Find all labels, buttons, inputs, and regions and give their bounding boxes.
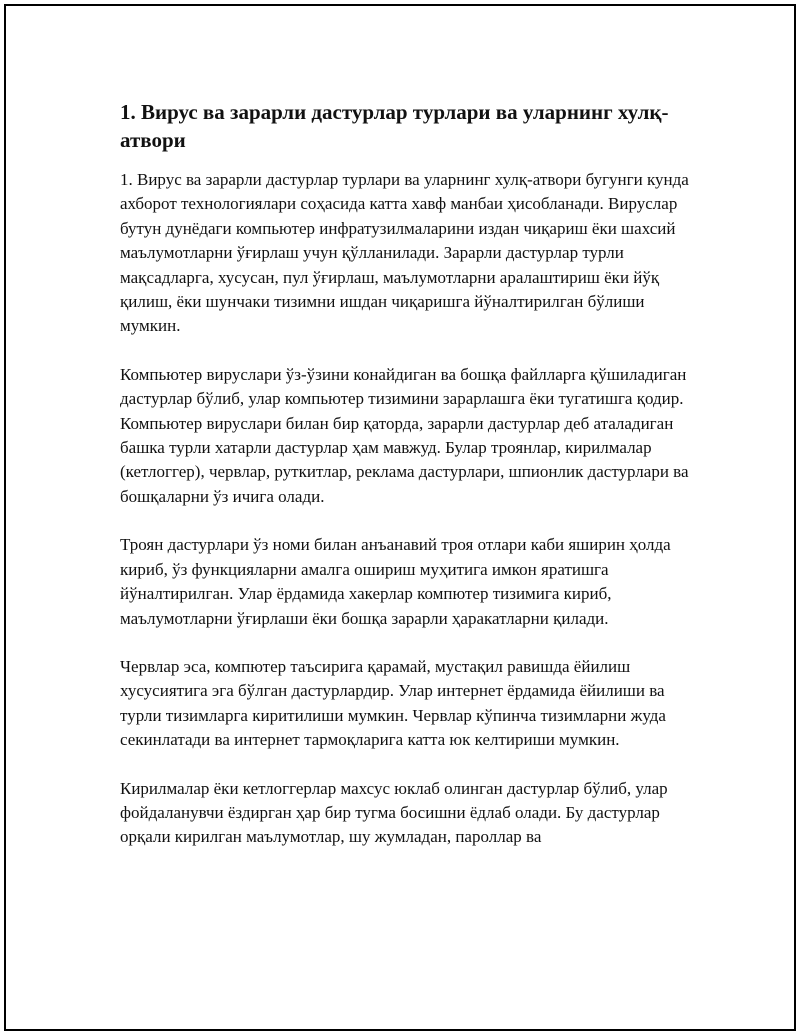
paragraph-1: 1. Вирус ва зарарли дастурлар турлари ва уларнинг хулқ-атвори бугунги кунда ахборот технологиялари соҳасида катта хавф манбаи ҳисобланади. Вируслар бутун дунёдаги компьютер инфратузилмаларини издан чиқариш ёки шахсий маълумотларни ўғирлаш учун қўлланилади. Зарарли дастурлар турли мақсадларга, хусусан, пул ўғирлаш, маълумотларни аралаштириш ёки йўқ қилиш, ёки шунчаки тизимни ишдан чиқаришга йўналтирилган бўлиши мумкин. xyxy=(120,170,689,336)
paragraph-2: Компьютер вируслари ўз-ўзини конайдиган ва бошқа файлларга қўшиладиган дастурлар бўлиб, улар компьютер тизимини зарарлашга ёки тугатишга қодир. Компьютер вируслари билан бир қаторда, зарарли дастурлар деб аталадиган башка турли хатарли дастурлар ҳам мавжуд. Булар троянлар, кирилмалар (кетлоггер), червлар, руткитлар, реклама дастурлари, шпионлик дастурлари ва бошқаларни ўз ичига олади. xyxy=(120,364,689,506)
paragraph-3: Троян дастурлари ўз номи билан анъанавий троя отлари каби яширин ҳолда кириб, ўз функцияларни амалга ошириш муҳитига имкон яратишга йўналтирилган. Улар ёрдамида хакерлар компютер тизимига кириб, маълумотларни ўғирлаши ёки бошқа зарарли ҳаракатларни қилади. xyxy=(120,535,671,628)
document-body xyxy=(120,98,690,874)
document-title: 1. Вирус ва зарарли дастурлар турлари ва уларнинг хулқ-атвори xyxy=(120,100,669,152)
paragraph-4: Червлар эса, компютер таъсирига қарамай, мустақил равишда ёйилиш хусусиятига эга бўлган дастурлардир. Улар интернет ёрдамида ёйилиши ва турли тизимларга киритилиши мумкин. Червлар кўпинча тизимларни жуда секинлатади ва интернет тармоқларига катта юк келтириши мумкин. xyxy=(120,656,666,750)
paragraph-5: Кирилмалар ёки кетлоггерлар махсус юклаб олинган дастурлар бўлиб, улар фойдаланувчи ёздирган ҳар бир тугма босишни ёдлаб олади. Бу дастурлар орқали кирилган маълумотлар, шу жумладан, пароллар ва xyxy=(120,778,668,847)
page-frame xyxy=(4,4,796,1031)
